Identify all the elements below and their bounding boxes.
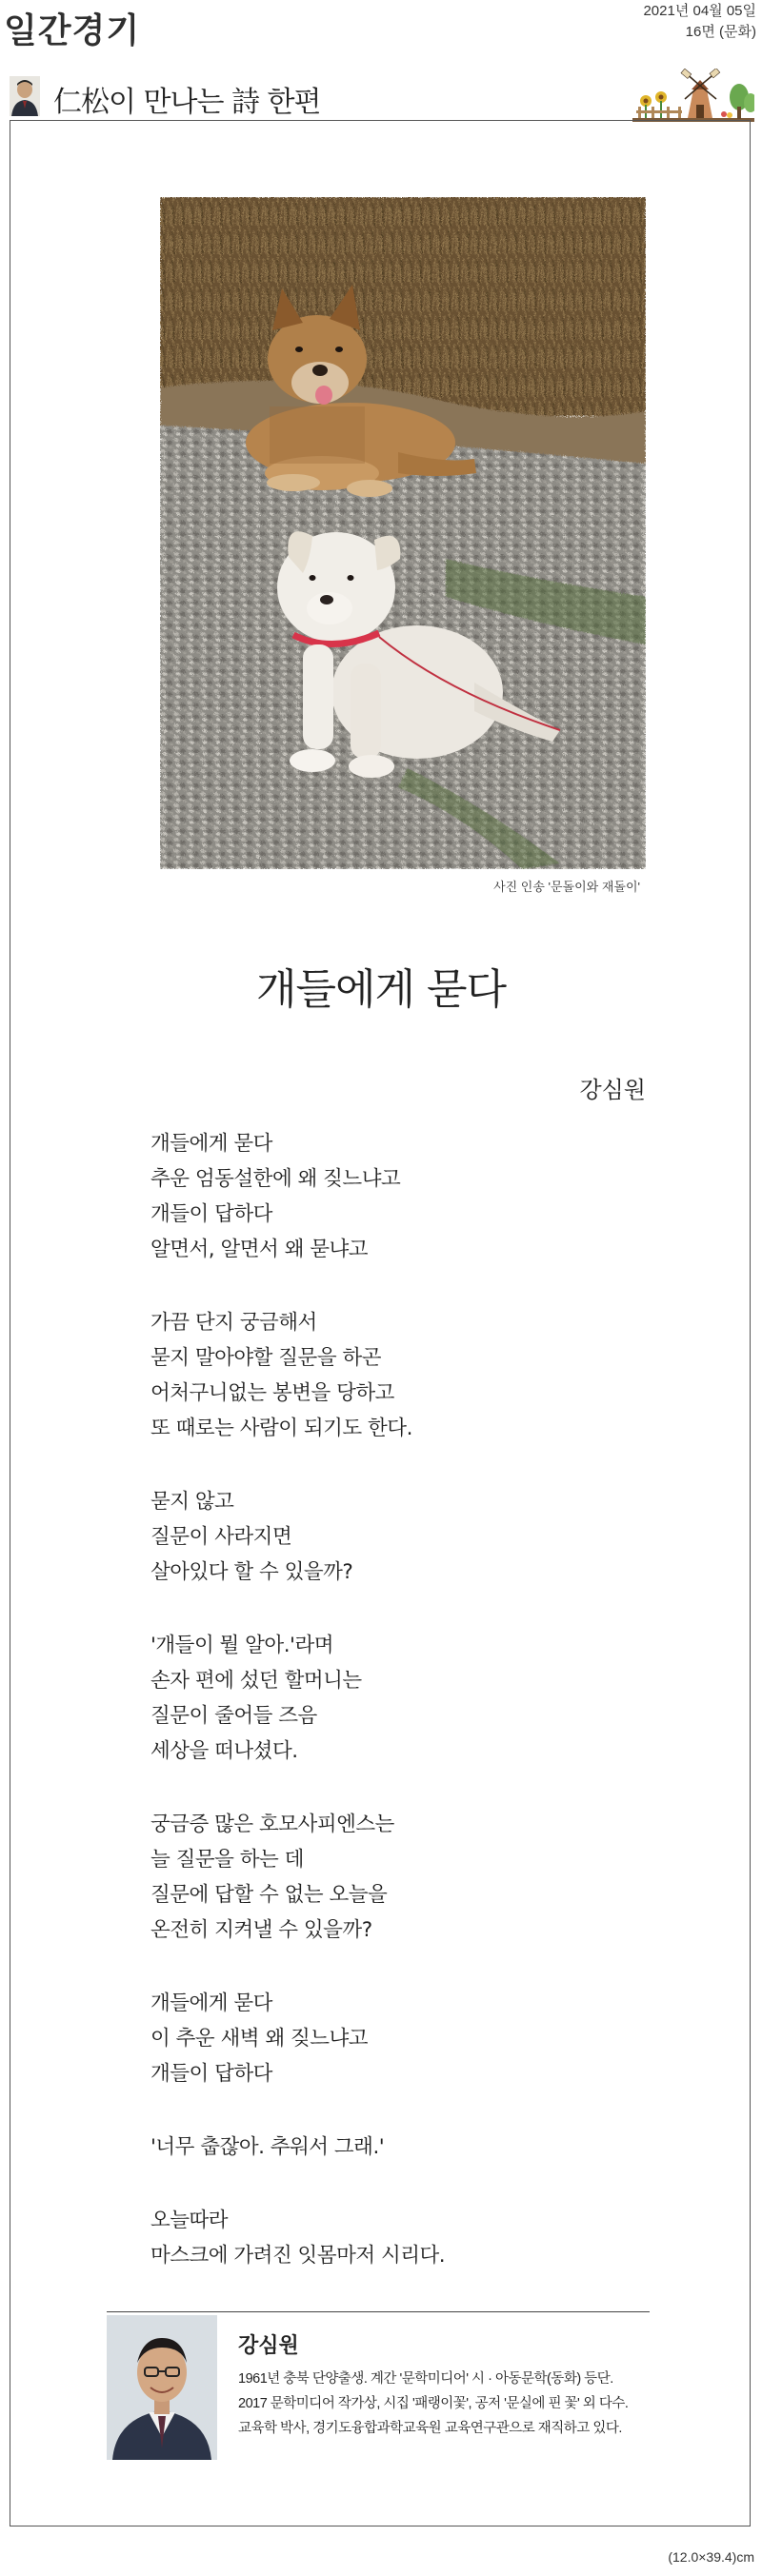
author-portrait-icon	[107, 2315, 217, 2460]
poem-line: 알면서, 알면서 왜 묻냐고	[150, 1238, 369, 1261]
bio-line: 교육학 박사, 경기도융합과학교육원 교육연구관으로 재직하고 있다.	[238, 2421, 622, 2436]
poem-line: 마스크에 가려진 잇몸마저 시리다.	[150, 2244, 446, 2268]
newspaper-logo: 일간경기	[4, 11, 141, 50]
columnist-portrait-icon	[10, 76, 40, 116]
poem-line: 어처구니없는 봉변을 당하고	[150, 1381, 394, 1405]
poem-stanza	[150, 2130, 684, 2165]
poem-line: '개들이 뭘 알아.'라며	[150, 1634, 333, 1657]
photo-caption: 사진 인송 '문돌이와 재돌이'	[493, 880, 640, 894]
poem-line: 세상을 떠나셨다.	[150, 1739, 298, 1763]
bio-name: 강심원	[238, 2334, 299, 2358]
poem-line: 개들에게 묻다	[150, 1991, 272, 2015]
poem-line: 궁금증 많은 호모사피엔스는	[150, 1813, 394, 1836]
poem-title: 개들에게 묻다	[255, 965, 506, 1014]
issue-date: 2021년 04월 05일	[643, 3, 756, 19]
poem-line: 질문에 답할 수 없는 오늘을	[150, 1883, 388, 1907]
issue-page: 16면 (문화)	[685, 24, 756, 40]
poem-stanza	[150, 2203, 684, 2273]
poem-author: 강심원	[579, 1077, 646, 1103]
dogs-photo	[160, 197, 646, 869]
bio-text	[238, 2367, 657, 2441]
poem-line: 개들에게 묻다	[150, 1132, 272, 1156]
windmill-garden-illustration	[632, 69, 754, 122]
poem-line: 살아있다 할 수 있을까?	[150, 1560, 353, 1584]
poem-line: 늘 질문을 하는 데	[150, 1848, 304, 1872]
poem-stanza	[150, 1807, 684, 1948]
poem-line: 질문이 사라지면	[150, 1525, 292, 1549]
column-header	[0, 69, 762, 124]
poem-line: 손자 편에 섰던 할머니는	[150, 1669, 362, 1693]
poem-line: 온전히 지켜낼 수 있을까?	[150, 1918, 372, 1942]
poem-body	[150, 1126, 684, 2311]
poem-line: 질문이 줄어들 즈음	[150, 1704, 317, 1728]
article-dimensions: (12.0×39.4)cm	[668, 2549, 754, 2565]
poem-line: 묻지 않고	[150, 1490, 234, 1514]
bio-line: 1961년 충북 단양출생. 계간 '문학미디어' 시 · 아동문학(동화) 등단.	[238, 2371, 613, 2387]
poem-line: 또 때로는 사람이 되기도 한다.	[150, 1417, 412, 1440]
poem-line: 묻지 말아야할 질문을 하곤	[150, 1346, 381, 1370]
poem-stanza	[150, 1305, 684, 1446]
poem-line: 오늘따라	[150, 2209, 229, 2232]
poem-stanza	[150, 1628, 684, 1769]
poem-line: 가끔 단지 궁금해서	[150, 1311, 317, 1335]
bio-line: 2017 문학미디어 작가상, 시집 '패랭이꽃', 공저 '문실에 핀 꽃' 외 다수.	[238, 2396, 629, 2411]
poem-stanza	[150, 1986, 684, 2091]
author-photo	[107, 2315, 217, 2460]
poem-line: '너무 춥잖아. 추워서 그래.'	[150, 2135, 385, 2159]
poem-line: 개들이 답하다	[150, 2062, 272, 2086]
poem-line: 이 추운 새벽 왜 짖느냐고	[150, 2027, 369, 2051]
poem-line: 개들이 답하다	[150, 1202, 272, 1226]
bio-divider	[107, 2311, 650, 2312]
poem-line: 추운 엄동설한에 왜 짖느냐고	[150, 1167, 401, 1191]
column-title: 仁松이 만나는 詩 한편	[53, 86, 321, 119]
poem-stanza	[150, 1484, 684, 1590]
dogs-photo-illustration	[160, 197, 646, 869]
poem-stanza	[150, 1126, 684, 1267]
